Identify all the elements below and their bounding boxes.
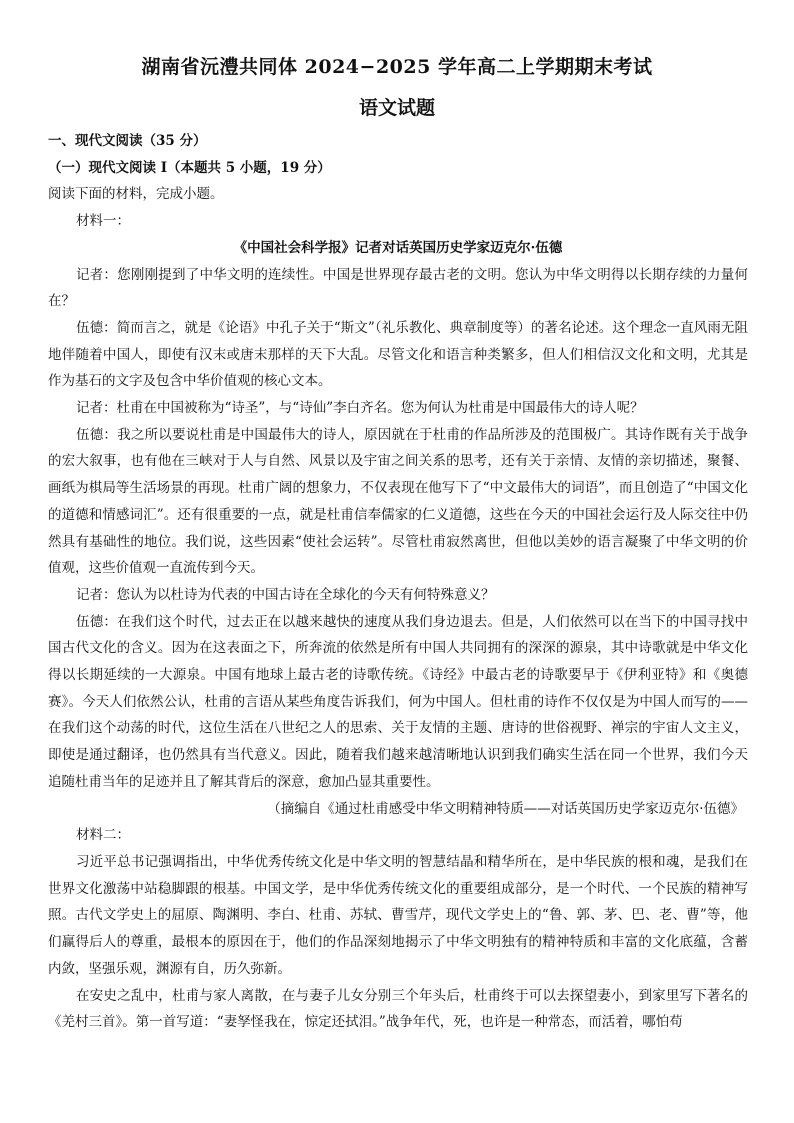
material-title: 《中国社会科学报》记者对话英国历史学家迈克尔·伍德 — [233, 239, 563, 256]
paragraph: 习近平总书记强调指出，中华优秀传统文化是中华文明的智慧结晶和精华所在，是中华民族的根和魂，是我们在世界文化激荡中站稳脚跟的根基。中国文学，是中华优秀传统文化的重要组成部分，是一个时代、一个民族的精神写照。古代文学史上的屈原、陶渊明、李白、杜甫、苏轼、曹雪芹，现代文学史上的“鲁、郭、茅、巴、老、曹”等，他们赢得后人的尊重，最根本的原因在于，他们的作品深刻地揭示了中华文明独有的精神特质和丰富的文化底蕴，含蓄内敛，坚强乐观，渊源有自，历久弥新。 — [48, 853, 748, 977]
paragraph: 记者：您刚刚提到了中华文明的连续性。中国是世界现存最古老的文明。您认为中华文明得以长期存续的力量何在？ — [48, 266, 748, 310]
paragraph: 伍德：我之所以要说杜甫是中国最伟大的诗人，原因就在于杜甫的作品所涉及的范围极广。其诗作既有关于战争的宏大叙事，也有他在三峡对于人与自然、风景以及宇宙之间关系的思考，还有关于亲情、友情的亲切描述，聚餐、画纸为棋局等生活场景的再现。杜甫广阔的想象力，不仅表现在他写下了“中文最伟大的词语”，而且创造了“中国文化的道德和情感词汇”。还有很重要的一点，就是杜甫信奉儒家的仁义道德，这些在今天的中国社会运行及人际交往中仍然具有基础性的地位。我们说，这些因素“使社会运转”。尽管杜甫寂然离世，但他以美妙的语言凝聚了中华文明的价值观，这些价值观一直流传到今天。 — [48, 426, 748, 577]
source-note: （摘编自《通过杜甫感受中华文明精神特质——对话英国历史学家迈克尔·伍德》 — [267, 800, 744, 817]
document-title: 湖南省沅澧共同体 2024−2025 学年高二上学期期末考试 — [141, 56, 653, 78]
paragraph: 记者：杜甫在中国被称为“诗圣”，与“诗仙”李白齐名。您为何认为杜甫是中国最伟大的诗人呢？ — [76, 400, 644, 417]
material-label: 材料一： — [76, 213, 130, 230]
paragraph: 伍德：在我们这个时代，过去正在以越来越快的速度从我们身边退去。但是，人们依然可以在当下的中国寻找中国古代文化的含义。因为在这表面之下，所奔流的依然是所有中国人共同拥有的深深的源泉，其中诗歌就是中华文化得以长期延续的一大源泉。中国有地球上最古老的诗歌传统。《诗经》中最古老的诗歌要早于《伊利亚特》和《奥德赛》。今天人们依然公认，杜甫的言语从某些角度告诉我们，何为中国人。但杜甫的诗作不仅仅是为中国人而写的——在我们这个动荡的时代，这位生活在八世纪之人的思索、关于友情的主题、唐诗的世俗视野、禅宗的宇宙人文主义，即使是通过翻译，也仍然具有当代意义。因此，随着我们越来越清晰地认识到我们确实生活在同一个世界，我们今天追随杜甫当年的足迹并且了解其背后的深意，愈加凸显其重要性。 — [48, 613, 748, 790]
material-label: 材料二： — [76, 827, 130, 844]
document-subtitle: 语文试题 — [358, 97, 435, 119]
instruction-text: 阅读下面的材料，完成小题。 — [48, 186, 224, 203]
paragraph: 伍德：简而言之，就是《论语》中孔子关于“斯文”（礼乐教化、典章制度等）的著名论述。这个理念一直风雨无阻地伴随着中国人，即使有汉末或唐末那样的天下大乱。尽管文化和语言种类繁多，但人们相信汉文化和文明，尤其是作为基石的文字及包含中华价值观的核心文本。 — [48, 319, 748, 390]
document-body — [48, 128, 748, 1036]
paragraph: 记者：您认为以杜诗为代表的中国古诗在全球化的今天有何特殊意义？ — [76, 586, 495, 603]
paragraph: 在安史之乱中，杜甫与家人离散，在与妻子儿女分别三个年头后，杜甫终于可以去探望妻小，到家里写下著名的《羌村三首》。第一首写道：“妻孥怪我在，惊定还拭泪。”战争年代，死，也许是一种常态，而活着，哪怕苟 — [48, 987, 748, 1031]
subsection-heading: （一）现代文阅读 I（本题共 5 小题，19 分） — [48, 159, 331, 176]
section-heading: 一、现代文阅读（35 分） — [48, 133, 207, 149]
